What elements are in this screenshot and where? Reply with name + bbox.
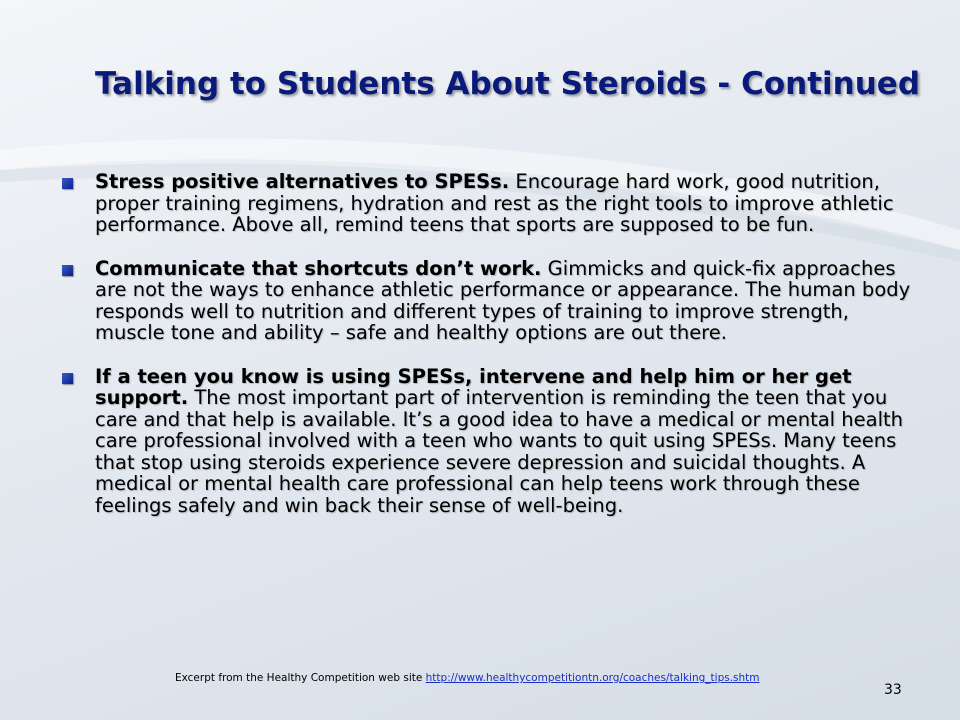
slide-title: Talking to Students About Steroids - Continued	[95, 66, 921, 102]
bullet-text: Encourage hard work, good nutrition, proper training regimens, hydration and rest as the right tools to improve athletic performance. Above all, remind teens that sports are supposed to be fun.	[95, 170, 894, 236]
bullet-lead: If a teen you know is using SPESs, intervene and help him or her get support.	[95, 364, 852, 409]
square-bullet-icon	[62, 178, 73, 189]
bullet-item	[62, 258, 912, 344]
footer-text: Excerpt from the Healthy Competition web site	[175, 672, 426, 684]
bullet-lead: Stress positive alternatives to SPESs.	[95, 170, 510, 193]
bullet-lead: Communicate that shortcuts don’t work.	[95, 256, 542, 280]
bullet-item	[62, 366, 912, 517]
square-bullet-icon	[62, 373, 73, 384]
square-bullet-icon	[62, 265, 73, 276]
page-number: 33	[884, 682, 902, 698]
bullet-list	[62, 171, 912, 538]
bullet-item	[62, 171, 912, 236]
bullet-text: Gimmicks and quick-fix approaches are not the ways to enhance athletic performance or appearance. The human body responds well to nutrition and different types of training to improve strength, muscle tone and ability – safe and healthy options are out there.	[95, 256, 911, 344]
source-link[interactable]: http://www.healthycompetitiontn.org/coaches/talking_tips.shtm	[425, 672, 760, 684]
source-footer	[175, 672, 760, 684]
bullet-text: The most important part of intervention is reminding the teen that you care and that help is available. It’s a good idea to have a medical or mental health care professional involved with a teen who wants to quit using SPESs. Many teens that stop using steroids experience severe depression and suicidal thoughts. A medical or mental health care professional can help teens work through these feelings safely and win back their sense of well-being.	[95, 386, 904, 517]
